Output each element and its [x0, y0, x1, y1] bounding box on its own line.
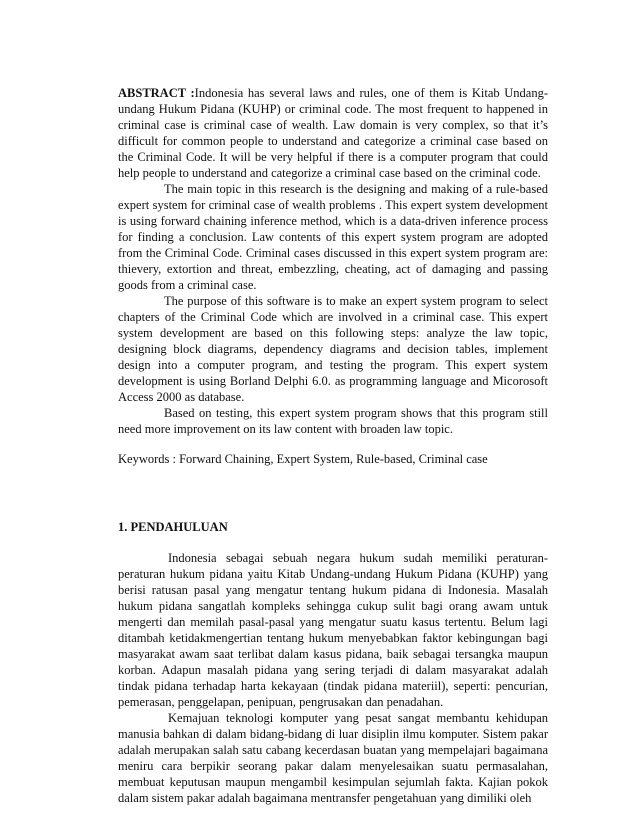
- abstract-label: ABSTRACT :: [118, 86, 195, 100]
- section-paragraph-2: Kemajuan teknologi komputer yang pesat sangat membantu kehidupan manusia bahkan di dalam bidang-bidang di luar disiplin ilmu komputer. Sistem pakar adalah merupakan salah satu cabang kecerdasan buatan yang mempelajari bagaimana meniru cara berpikir seorang pakar dalam menyelesaikan suatu permasalahan, membuat keputusan maupun mengambil kesimpulan sejumlah fakta. Kajian pokok dalam sistem pakar adalah bagaimana mentransfer pengetahuan yang dimiliki oleh: [118, 711, 548, 805]
- document-body: [118, 85, 548, 806]
- keywords-line: Keywords : Forward Chaining, Expert System, Rule-based, Criminal case: [118, 452, 488, 466]
- abstract-paragraph-4: Based on testing, this expert system program shows that this program still need more improvement on its law content with broaden law topic.: [118, 406, 548, 436]
- section-body: [118, 550, 548, 806]
- section-heading: 1. PENDAHULUAN: [118, 520, 228, 534]
- abstract-paragraph-3: The purpose of this software is to make an expert system program to select chapters of the Criminal Code which are involved in a criminal case. This expert system development are based on this following steps: analyze the law topic, designing block diagrams, dependency diagrams and decision tables, implement design into a computer program, and testing the program. This expert system development is using Borland Delphi 6.0. as programming language and Micorosoft Access 2000 as database.: [118, 294, 548, 404]
- abstract-paragraph-1: [118, 85, 548, 181]
- abstract-text-1: Indonesia has several laws and rules, one of them is Kitab Undang-undang Hukum Pidana (KUHP) or criminal code. The most frequent to happened in criminal case is criminal case of wealth. Law domain is very complex, so that it’s difficult for common people to understand and categorize a criminal case based on the Criminal Code. It will be very helpful if there is a computer program that could help people to understand and categorize a criminal case based on the criminal code.: [118, 86, 548, 180]
- section-paragraph-1: Indonesia sebagai sebuah negara hukum sudah memiliki peraturan-peraturan hukum pidana yaitu Kitab Undang-undang Hukum Pidana (KUHP) yang berisi ratusan pasal yang mengatur tentang hukum pidana di Indonesia. Masalah hukum pidana sangatlah kompleks sehingga cukup sulit bagi orang awam untuk mengerti dan memilah pasal-pasal yang mengatur suatu kasus tertentu. Belum lagi ditambah ketidakmengertian tentang hukum menyebabkan faktor kebingungan bagi masyarakat awam saat terlibat dalam kasus pidana, baik sebagai tersangka maupun korban. Adapun masalah pidana yang sering terjadi di dalam masyarakat adalah tindak pidana terhadap harta kekayaan (tindak pidana materiil), seperti: pencurian, pemerasan, penggelapan, penipuan, pengrusakan dan penadahan.: [118, 551, 548, 709]
- abstract-paragraph-2: The main topic in this research is the designing and making of a rule-based expert system for criminal case of wealth problems . This expert system development is using forward chaining inference method, which is a data-driven inference process for finding a conclusion. Law contents of this expert system program are adopted from the Criminal Code. Criminal cases discussed in this expert system program are: thievery, extortion and threat, embezzling, cheating, act of damaging and passing goods from a criminal case.: [118, 182, 548, 292]
